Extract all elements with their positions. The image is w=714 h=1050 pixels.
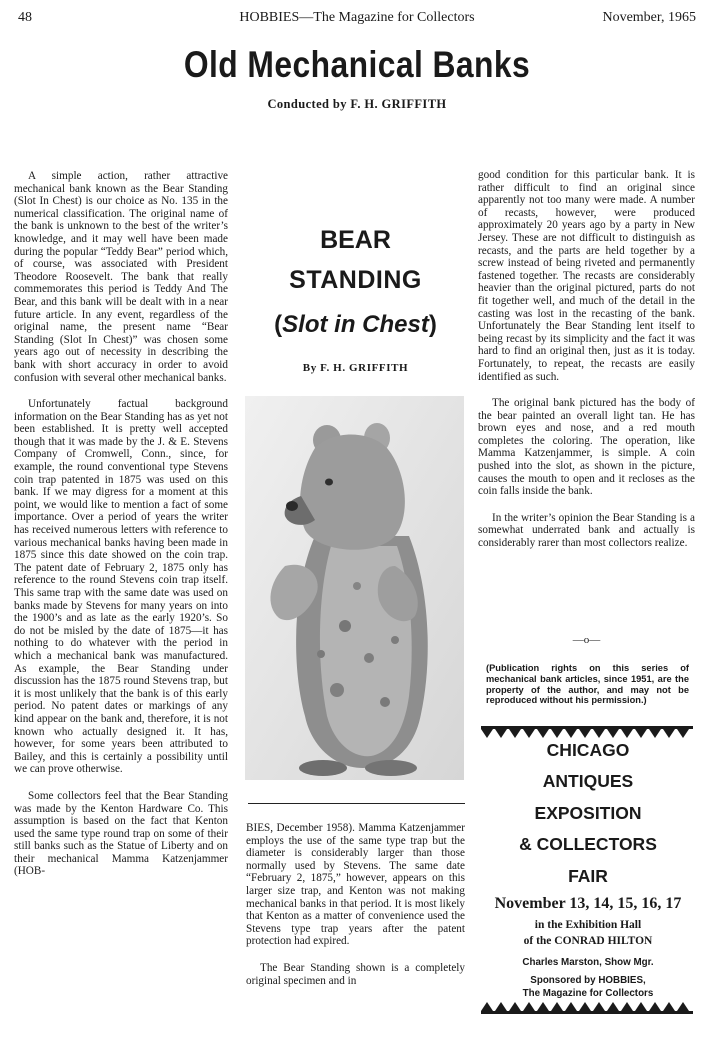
right-column <box>478 169 695 564</box>
ad-venue-line1: in the Exhibition Hall <box>534 919 642 931</box>
page-title: Old Mechanical Banks <box>183 44 531 85</box>
ad-venue-line2: of the CONRAD HILTON <box>523 935 653 947</box>
feature-subtitle: Slot in Chest <box>282 311 429 338</box>
bear-bank-photo <box>245 396 464 780</box>
ad-dates: November 13, 14, 15, 16, 17 <box>494 895 682 912</box>
paren-open: ( <box>274 311 283 338</box>
section-separator: —o— <box>572 634 601 646</box>
paren-close: ) <box>428 311 437 338</box>
paragraph: In the writer’s opinion the Bear Standing is a somewhat underrated bank and actually is considerably rarer than most collectors realize. <box>478 511 695 550</box>
ad-manager: Charles Marston, Show Mgr. <box>522 957 654 968</box>
feature-title-line1: BEAR <box>320 226 391 254</box>
feature-title-line2: STANDING <box>289 266 422 294</box>
ad-line-chicago: CHICAGO <box>546 740 630 760</box>
middle-column <box>246 822 465 1001</box>
byline: Conducted by F. H. GRIFFITH <box>267 97 447 111</box>
paragraph: good condition for this particular bank. It is rather difficult to find an original since apparently not too many were made. A number of recasts, however, were produced approximately 20 years ago by a party in New Jersey. These are not difficult to distinguish as recasts, and the parts are held together by a screw instead of being riveted and permanently fastened together. The recasts are considerably heavier than the original pictured, parts do not fit together well, and much of the detail in the casting was lost in the recasting of the bank. Unfortunately the Bear Standing lent itself to being recast by its simplicity and the fact it was hard to find an original then, just as it is today. Fortunately, to repeat, the recasts are easily identified as such. <box>478 169 695 383</box>
magazine-name: HOBBIES—The Magazine for Collectors <box>239 10 475 25</box>
bear-standing-image <box>245 396 464 780</box>
feature-byline: By F. H. GRIFFITH <box>302 362 409 374</box>
border-triangles-top <box>481 726 693 738</box>
ad-line-fair: FAIR <box>568 866 608 886</box>
ad-line-antiques: ANTIQUES <box>542 771 634 791</box>
paragraph: A simple action, rather attractive mechanical bank known as the Bear Standing (Slot In Chest) is our choice as No. 135 in the numerical classification. The original name of the bank is unknown to the best of the writer’s knowledge, and it may well have been made during the popular “Teddy Bear” period which, of course, was associated with President Theodore Roosevelt. The bank that really commemorates this period is Teddy And The Bear, and this bank will be dealt with in a near future article. In any event, regardless of the original name, the present name “Bear Standing (Slot In Chest)” was chosen some years ago out of necessity in describing the bank with short accuracy in order to avoid confusion with several other mechanical banks. <box>14 170 228 384</box>
border-triangles-bottom <box>481 1002 693 1014</box>
page-number: 48 <box>18 10 32 25</box>
paragraph: The original bank pictured has the body of the bear painted an overall light tan. He has brown eyes and nose, and a red mouth completes the coloring. The operation, like Mamma Katzenjammer, is simple. A coin pushed into the slot, as shown in the picture, causes the mouth to open and it recloses as the coin falls inside the bank. <box>478 397 695 498</box>
left-column <box>14 170 228 892</box>
ad-line-collectors: & COLLECTORS <box>519 834 657 854</box>
paragraph: The Bear Standing shown is a completely original specimen and in <box>246 961 465 987</box>
column-rule <box>248 803 465 804</box>
ad-sponsor-line1: Sponsored by HOBBIES, <box>530 975 646 986</box>
issue-date: November, 1965 <box>602 10 696 25</box>
paragraph: Unfortunately factual background information on the Bear Standing has as yet not been established. It is pretty well accepted though that it was made by the J. & E. Stevens Company of Cromwell, Conn., since, for example, the round conventional type Stevens coin trap patented in 1875 was used on this bank. If we may digress for a moment at this point, we would like to mention a fact of some importance. Over a period of years the writer has received numerous letters with reference to various mechanical banks having been made in 1875 since this date showed on the coin trap. The patent date of February 2, 1875 only has reference to the round Stevens coin trap itself. This same trap with the same date was used on banks made by Stevens for many years on into the 1900’s and as late as the early 1920’s. So do not be misled by the date of 1875—it has nothing to do whatever with the period in which a mechanical bank was manufactured. As example, the Bear Standing under discussion has the 1875 round Stevens trap, but it is most unlikely that the bank is of this early period. No patent dates or markings of any kind appear on the bank and, therefore, it is not known who actually designed it. It has, however, for some years been attributed to Bailey, and this is certainly a possibility until we can prove otherwise. <box>14 398 228 776</box>
running-head <box>18 10 696 30</box>
paragraph: BIES, December 1958). Mamma Katzenjammer employs the use of the same type trap but the diameter is considerably larger than those normally used by Stevens. The same date “February 2, 1875,” however, appears on this larger size trap, and Kenton was not making mechanical banks in that period. It is most likely that Kenton as a matter of convenience used the Stevens type trap years after the patent protection had expired. <box>246 822 465 948</box>
publication-rights-notice: (Publication rights on this series of mechanical bank articles, since 1951, are the property of the author, and may not be reproduced without his permission.) <box>486 663 689 706</box>
ad-sponsor-line2: The Magazine for Collectors <box>522 988 654 999</box>
ad-line-exposition: EXPOSITION <box>534 803 642 823</box>
paragraph: Some collectors feel that the Bear Standing was made by the Kenton Hardware Co. This assumption is based on the fact that Kenton used the same type round trap on some of their still banks such as the Statue of Liberty and on their mechanical Mamma Katzenjammer (HOB- <box>14 789 228 878</box>
feature-title-line3 <box>246 311 465 339</box>
